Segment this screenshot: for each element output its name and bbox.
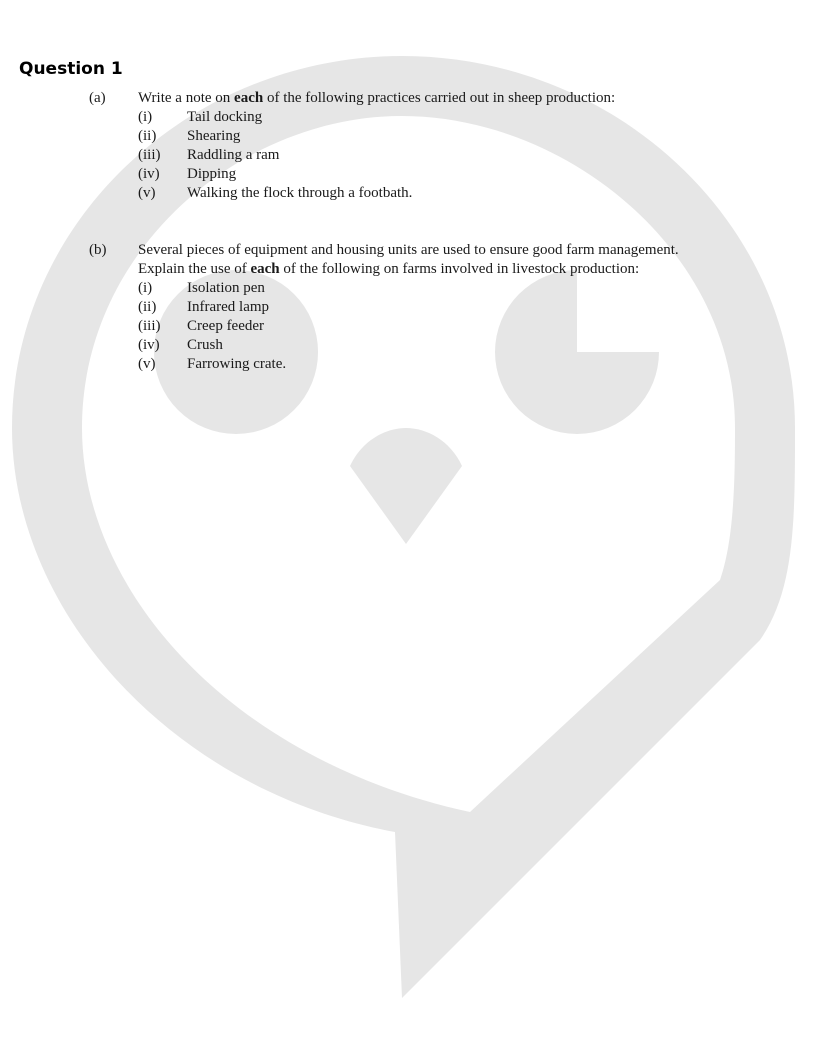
item-text: Dipping <box>187 166 237 182</box>
emphasis-word: each <box>250 261 280 277</box>
item-text: Shearing <box>187 128 241 144</box>
item-number: (v) <box>138 185 156 201</box>
item-number: (iv) <box>138 166 160 182</box>
part-instruction: Several pieces of equipment and housing units are used to ensure good farm management. Explain the use of each of the following on farms involved in livestock production: <box>138 242 679 277</box>
item-text: Raddling a ram <box>187 147 280 163</box>
item-text: Walking the flock through a footbath. <box>187 185 413 201</box>
item-number: (i) <box>138 280 153 296</box>
emphasis-word: each <box>234 90 264 106</box>
item-text: Tail docking <box>187 109 263 125</box>
item-text: Farrowing crate. <box>187 356 287 372</box>
item-text: Crush <box>187 337 223 353</box>
item-number: (iii) <box>138 147 161 163</box>
item-number: (ii) <box>138 299 157 315</box>
item-number: (ii) <box>138 128 157 144</box>
question-title: Question 1 <box>19 59 123 79</box>
item-number: (iii) <box>138 318 161 334</box>
part-label: (b) <box>89 242 107 258</box>
item-text: Isolation pen <box>187 280 265 296</box>
part-instruction: Write a note on each of the following practices carried out in sheep production: <box>138 90 616 106</box>
item-number: (iv) <box>138 337 160 353</box>
item-text: Creep feeder <box>187 318 265 334</box>
item-number: (v) <box>138 356 156 372</box>
item-text: Infrared lamp <box>187 299 270 315</box>
item-number: (i) <box>138 109 153 125</box>
part-label: (a) <box>89 90 106 106</box>
